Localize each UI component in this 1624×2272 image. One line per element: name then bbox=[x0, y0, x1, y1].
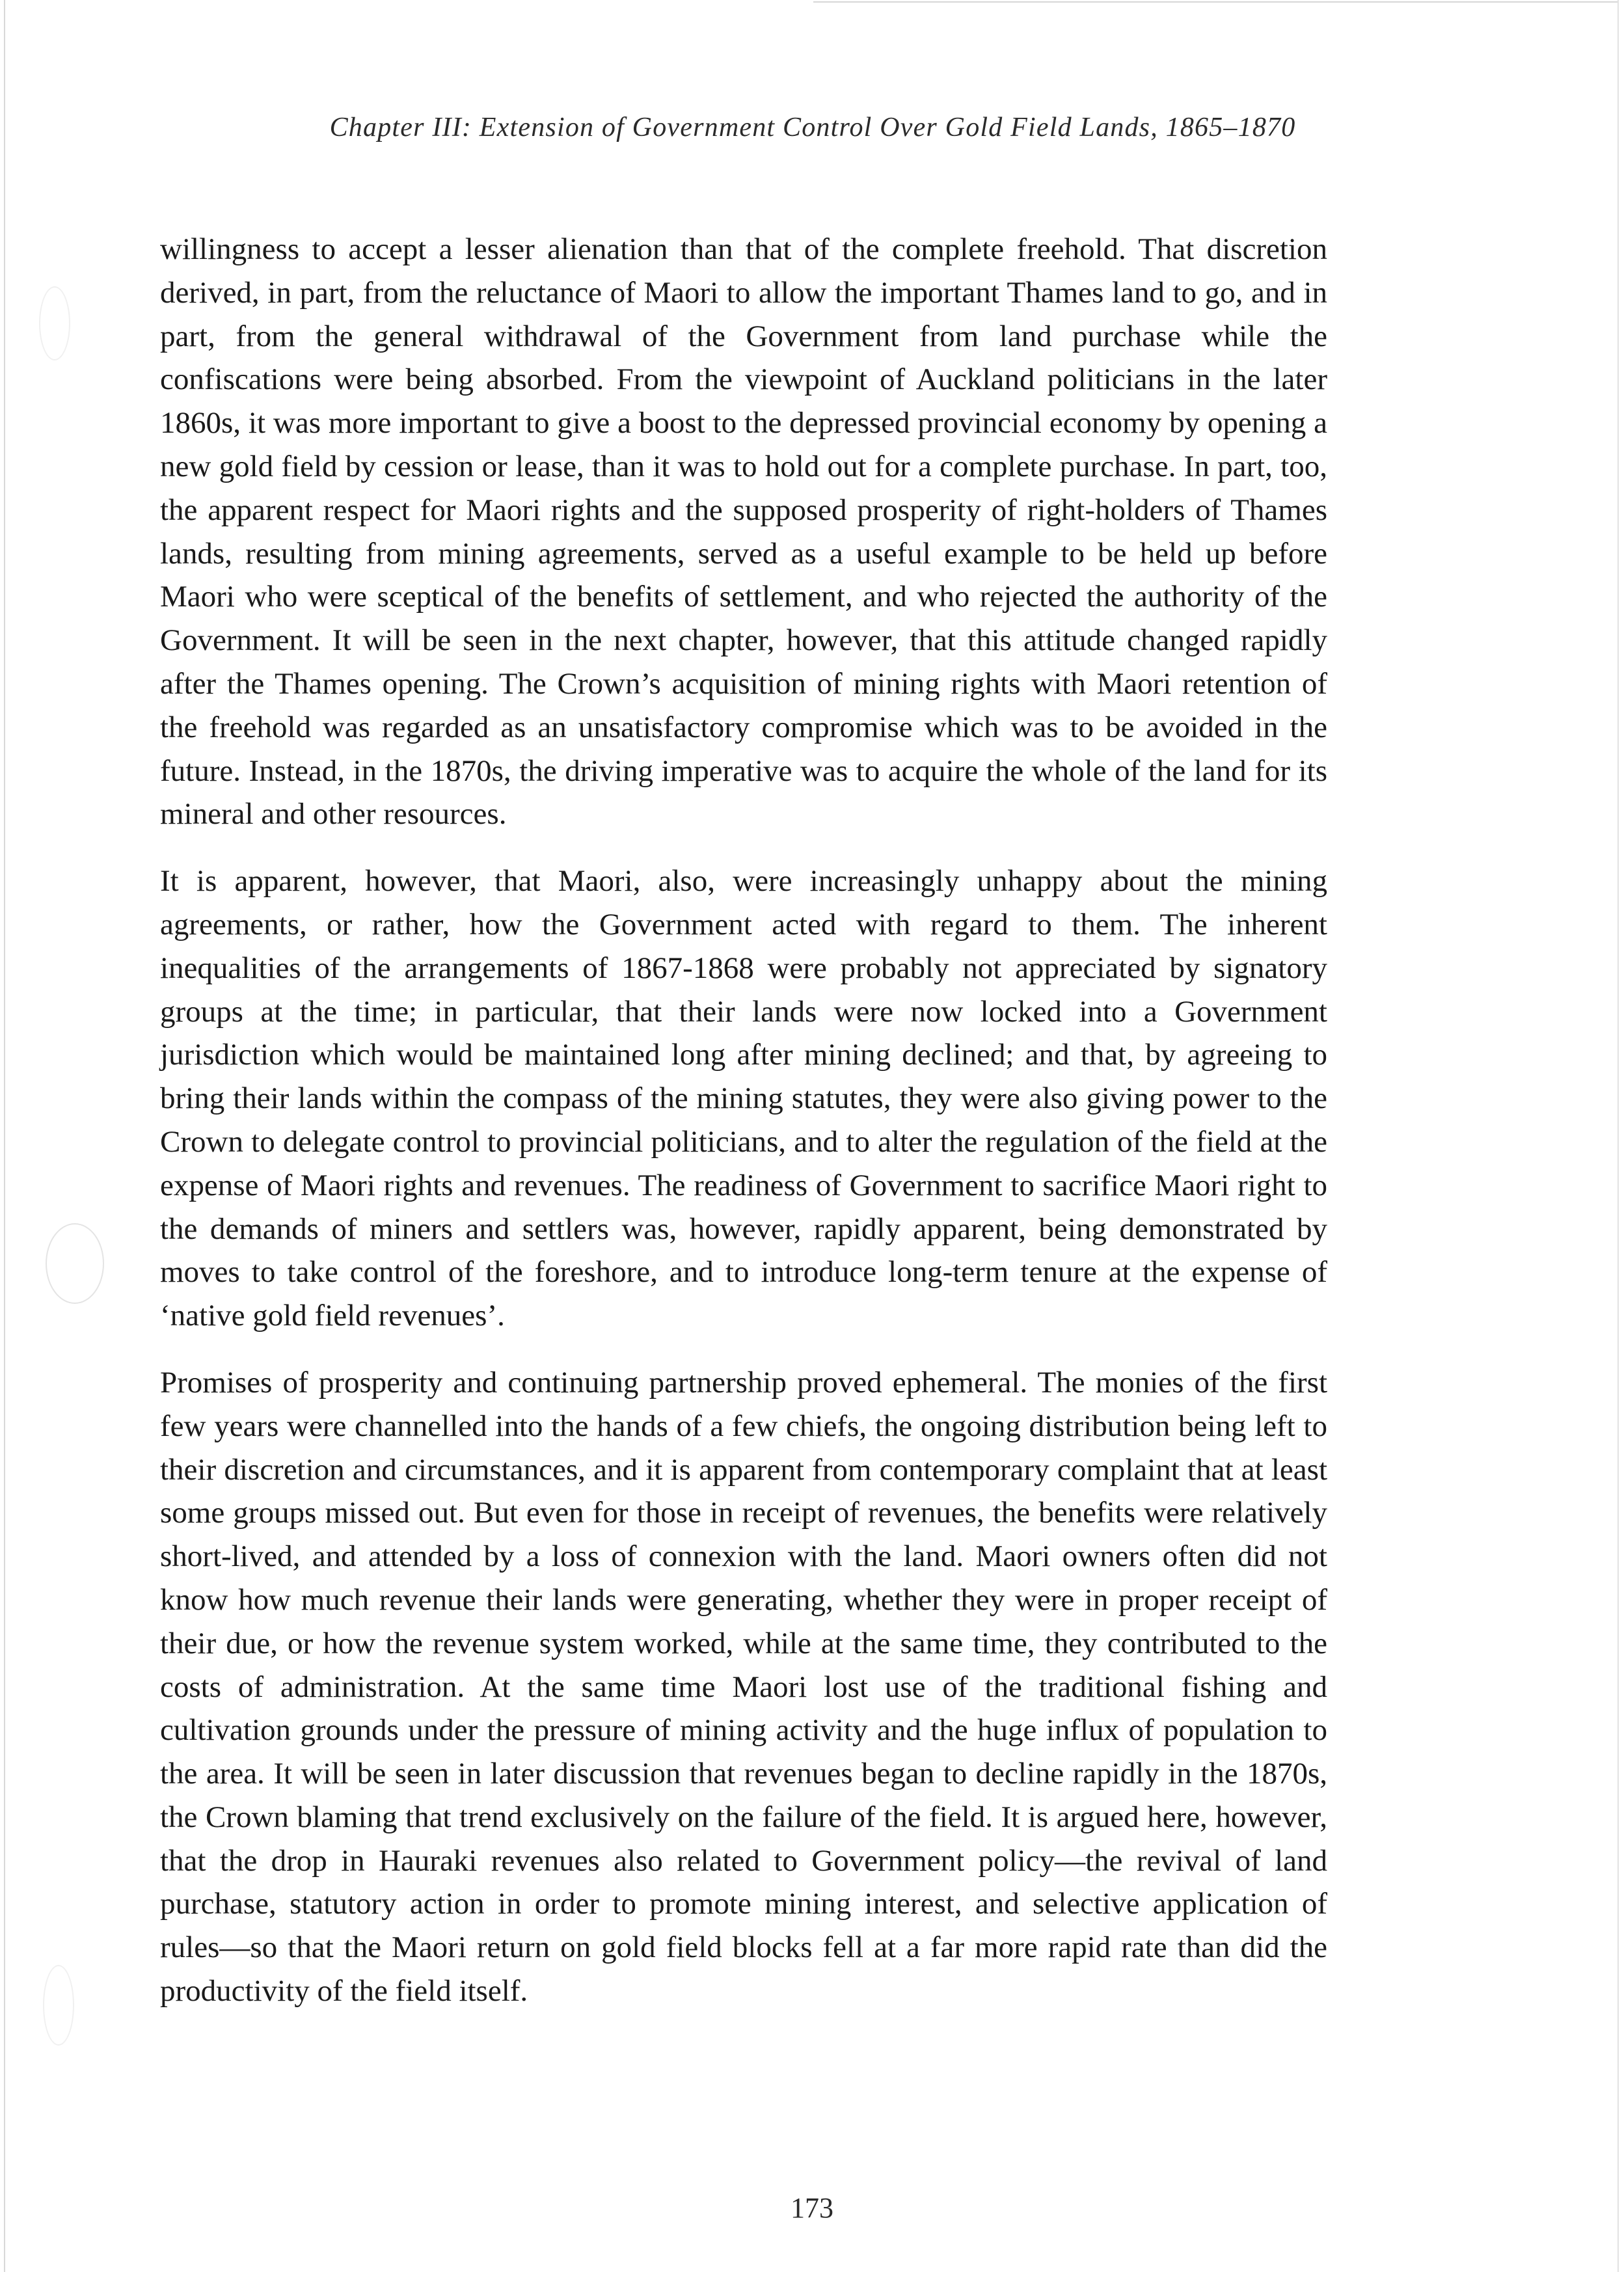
punch-hole-mark bbox=[46, 1223, 104, 1304]
paragraph: It is apparent, however, that Maori, also, were increasingly unhappy about the mining agreements, or rather, how the Government acted with regard to them. The inherent inequalities of the arrangements of 1867-1868 were probably not appreciated by signatory groups at the time; in particular, that their lands were now locked into a Government jurisdiction which would be maintained long after mining declined; and that, by agreeing to bring their lands within the compass of the mining statutes, they were also giving power to the Crown to delegate control to provincial politicians, and to alter the regulation of the field at the expense of Maori rights and revenues. The readiness of Government to sacrifice Maori right to the demands of miners and settlers was, however, rapidly apparent, being demonstrated by moves to take control of the foreshore, and to introduce long-term tenure at the expense of ‘native gold field revenues’. bbox=[160, 864, 1327, 1333]
punch-hole-mark bbox=[39, 286, 70, 360]
scan-edge-right bbox=[1617, 0, 1619, 2272]
paragraph: willingness to accept a lesser alienation than that of the complete freehold. That discretion derived, in part, from the reluctance of Maori to allow the important Thames land to go, and in part, from the general withdrawal of the Government from land purchase while the confiscations were being absorbed. From the viewpoint of Auckland politicians in the later 1860s, it was more important to give a boost to the depressed provincial economy by opening a new gold field by cession or lease, than it was to hold out for a complete purchase. In part, too, the apparent respect for Maori rights and the supposed prosperity of right-holders of Thames lands, resulting from mining agreements, served as a useful example to be held up before Maori who were sceptical of the benefits of settlement, and who rejected the authority of the Government. It will be seen in the next chapter, however, that this attitude changed rapidly after the Thames opening. The Crown’s acquisition of mining rights with Maori retention of the freehold was regarded as an unsatisfactory compromise which was to be avoided in the future. Instead, in the 1870s, the driving imperative was to acquire the whole of the land for its mineral and other resources. bbox=[160, 232, 1327, 832]
running-head: Chapter III: Extension of Government Control Over Gold Field Lands, 1865–1870 bbox=[329, 113, 1296, 142]
punch-hole-mark bbox=[43, 1965, 74, 2046]
scan-edge-left bbox=[4, 0, 5, 2272]
page-number: 173 bbox=[791, 2192, 833, 2224]
scan-edge-top bbox=[813, 1, 1617, 3]
paragraph: Promises of prosperity and continuing partnership proved ephemeral. The monies of the first few years were channelled into the hands of a few chiefs, the ongoing distribution being left to their discretion and circumstances, and it is apparent from contemporary complaint that at least some groups missed out. But even for those in receipt of revenues, the benefits were relatively short-lived, and attended by a loss of connexion with the land. Maori owners often did not know how much revenue their lands were generating, whether they were in proper receipt of their due, or how the revenue system worked, while at the same time, they contributed to the costs of administration. At the same time Maori lost use of the traditional fishing and cultivation grounds under the pressure of mining activity and the huge influx of population to the area. It will be seen in later discussion that revenues began to decline rapidly in the 1870s, the Crown blaming that trend exclusively on the failure of the field. It is argued here, however, that the drop in Hauraki revenues also related to Government policy—the revival of land purchase, statutory action in order to promote mining interest, and selective application of rules—so that the Maori return on gold field blocks fell at a far more rapid rate than did the productivity of the field itself. bbox=[160, 1365, 1327, 2008]
body-text bbox=[160, 228, 1327, 2036]
